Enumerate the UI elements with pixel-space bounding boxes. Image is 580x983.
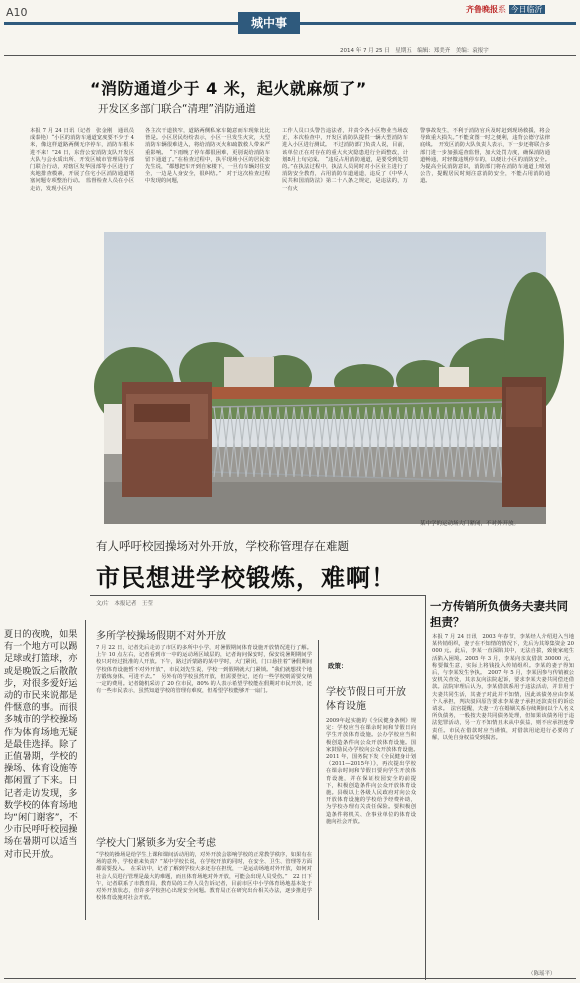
section-b-text: “学校的操场是给学生上课和课间活动用的，对外开放会影响学校的正常教学秩序，如果有在场的意外，学校谁来负责？”某中学校长说，在学校开放的同时，在安全、卫生、管理等方面都需要投入。 在采访中，记者了解到学校大多还存在担忧，一是运动场地对外开放，如何对社会人员进行管理是最大的难题，而且体育场地对外开放，可能会出现人员受伤。” 22 日下午，记者联系了市教育局，教育局的工作人员告诉记者，目前市区中小学体育场地基本处于对外开放状态，但许多学校担心出现安全问题。教育局正在研究出台相关办法，逐步推进学校体育设施对社会开放。 [96,852,312,902]
photo-illustration [104,232,546,524]
policy-title: 学校节假日可开放体育设施 [326,687,406,712]
side-story-text: 本报 7 月 24 日讯 2003 年春节，李某经人介绍进入当地某传销组织，妻子在不知情的情况下，先后为其筹集资金 20000 元。此后，李某一直深陷其中，无法自拔，致使家庭生活陷入困境。2005 年 3 月，李某向亲友借款 30000 元，称要做生意，实际上将钱投入传销组织。李某的妻子得知后，与李某发生争执。 2007 年 5 月，李某因参与传销被公安机关查处，其亲友向法院起诉，要求李某夫妻共同偿还借款。法院审理后认为，李某借款系用于违法活动，并非用于夫妻共同生活，其妻子对此并不知情，因此该债务应由李某个人承担，判决驳回原告要求李某妻子承担还款责任的诉讼请求。 法官提醒，夫妻一方在婚姻关系存续期间以个人名义所负债务，一般按夫妻共同债务处理，但如果该债务用于违法犯罪活动，另一方不知情且未从中获益，则不应承担连带责任。市民在借款时应当谨慎，对借款用途进行必要的了解，以免自身权益受到损害。 [432,634,574,741]
story1-col3: 工作人员口头警告违法者，并责令各小区物业当场改正，本次检查中，开发区消防队提供一辆大型消防车进入小区进行测试。 不过消防部门负责人说，目前，该单位正在对存在的重大火灾隐患进行全面整改，计划8月上旬完成。 “违反占用消防通道，是要受到处罚的。”在执法过程中，执法人员同时对小区业主进行了消防安全教育，占用消防车道通道，违反了《中华人民共和国消防法》第二十八条之规定，是违法的，万一有火 [282,128,408,192]
section-tab: 城中事 [238,12,300,34]
story2-title: 市民想进学校锻炼，难啊！ [96,564,396,592]
left-divider [85,620,86,920]
story1-subtitle: 开发区多部门联合“清理”消防通道 [98,103,256,115]
story1-col4: 警事故发生，不利于消防官兵及时赶到现场救援，将会导致重大损失。”不能贪图一时之便利，违背公德守法律底线。 开发区消防大队负责人表示，下一步还将联合多部门进一步加强巡查监督，加大处罚力度，确保消防通道畅通，对轻微违规停车的，以便让小区的消防安全。为提高全民消防意识，消防部门将在消防车通道上喷划公告，提醒居民时刻注意消防安全，不能占用消防通道。 [420,128,550,185]
policy-divider [318,640,319,920]
photo-caption: 某中学的运动场大门紧闭，不对外开放。 [420,521,520,527]
story1-title: “消防通道少于 4 米，起火就麻烦了” [90,79,367,98]
section-b-heading: 学校大门紧锁多为安全考虑 [96,838,216,849]
side-divider [425,595,426,980]
side-story-title: 一方传销所负债务夫妻共同担责？ [430,599,568,629]
story2-lead-column: 夏日的夜晚，如果有一个地方可以踢足球或打篮球，亦或是晚饭之后散散步，对很多爱好运动的市民来说都是件惬意的事。而很多城市的学校操场作为体育场地无疑是最佳选择。除了正值暑期，学校的操场、体育设施等都闲置了下来。日记者走访发现，多数学校的体育场地均“闲门谢客”，不少市民呼吁校园操场在暑期可以适当对市民开放。 [4,629,78,860]
masthead [466,4,545,15]
school-gate-photo [104,232,546,524]
date-line: 2014 年 7 月 25 日 星期五 编辑：郑美齐 美编：袁报宇 [340,48,489,54]
date-rule [4,55,576,56]
section-a-text: 7 月 22 日，记者先后走访了市区的多所中小学，对暑假期间体育设施开放情况进行了解。上午 10 点左右，记者看到市一中的运动场区域层的，记者询问保安时，保安说暑期期间学校只对经过批准的人开放。下午，路过沂蒙路的某中学时，大门紧闭，门口悬挂着“暑假期间学校体育设施暂不对外开放”，市民刘先生说，学校一到假期就大门紧锁。“我们就想找个地方锻炼身体，可进不去。” 另外有的学校虽然开放，但需要登记，还有一些学校则需要交纳一定的费用。记者随机采访了 20 位市民，80% 的人表示希望学校能在假期对市民开放，还有一些市民表示，虽然知道学校的管理有难度，但希望学校能够开一扇门。 [96,645,312,695]
story2-kicker: 有人呼吁校园操场对外开放，学校称管理存在难题 [96,539,349,553]
story1-col1: 本报 7 月 24 日讯（记者 张金刚 通讯员 成泰艳）“小区的消防车通道宽度要不少于 4 米，像这样道路两侧无序停车，消防车根本进不来！”24 日，东营公安消防支队开发区大队与会水质出所、开发区城市管理局等部门联合行动，对辖区发华园部等小区进行了夹地排查模素，开展了住宅小区消防通道堵塞问题专项整治行动。 监督检查人员在小区走访，发现小区内 [30,128,140,192]
policy-label: 政策： [328,662,348,670]
story2-rule [90,595,425,596]
policy-text: 2009年起实施的《全民健身条例》规定：学校应当在课余时间和节假日向学生开放体育设施。公办学校应当积极创造条件向公众开放体育设施。国家鼓励民办学校向公众开放体育设施。 2011 年，国务院下发《全民健身计划（2011—2015年）》，再次提出学校在课余时间和节假日要向学生开放体育设施，并在保证校园安全的前提下，积极创造条件向公众开放体育设施。县级以上各级人民政府对向公众开放体育设施的学校给予经费补助，为学校办理有关责任保险。要积极创造条件将机关、企事业单位的体育设施向社会开放。 [326,718,422,825]
masthead-brand: 齐鲁晚报 [466,5,498,14]
footer-rule [4,978,576,979]
story2-byline: 文/片 本报记者 王莹 [96,601,153,607]
masthead-tag: 今日临沂 [510,5,543,14]
page-number: A10 [6,6,28,19]
story1-col2: 各主次干道狭窄，道路两侧私家车随意而车现象比比皆是。小区居民纷纷表示，小区一旦发生火灾，大型消防车辆很难进入，将给消防灭火和疏散救人带来严重影响。 “下雨晚了停车都很困难，更别说给消防车留下通道了。”在检查过程中，执平现场小区的居民张先生说，“都想把车开到自家楼下，一旦有车辆封住安全，一边是人身安全，很纠结。” 对于这次检查过程中发现的问题， [145,128,270,185]
masthead-rest: 系 [498,5,506,14]
side-story-author: （陈瑶平） [528,971,556,977]
section-a-heading: 多所学校操场假期不对外开放 [96,631,226,642]
